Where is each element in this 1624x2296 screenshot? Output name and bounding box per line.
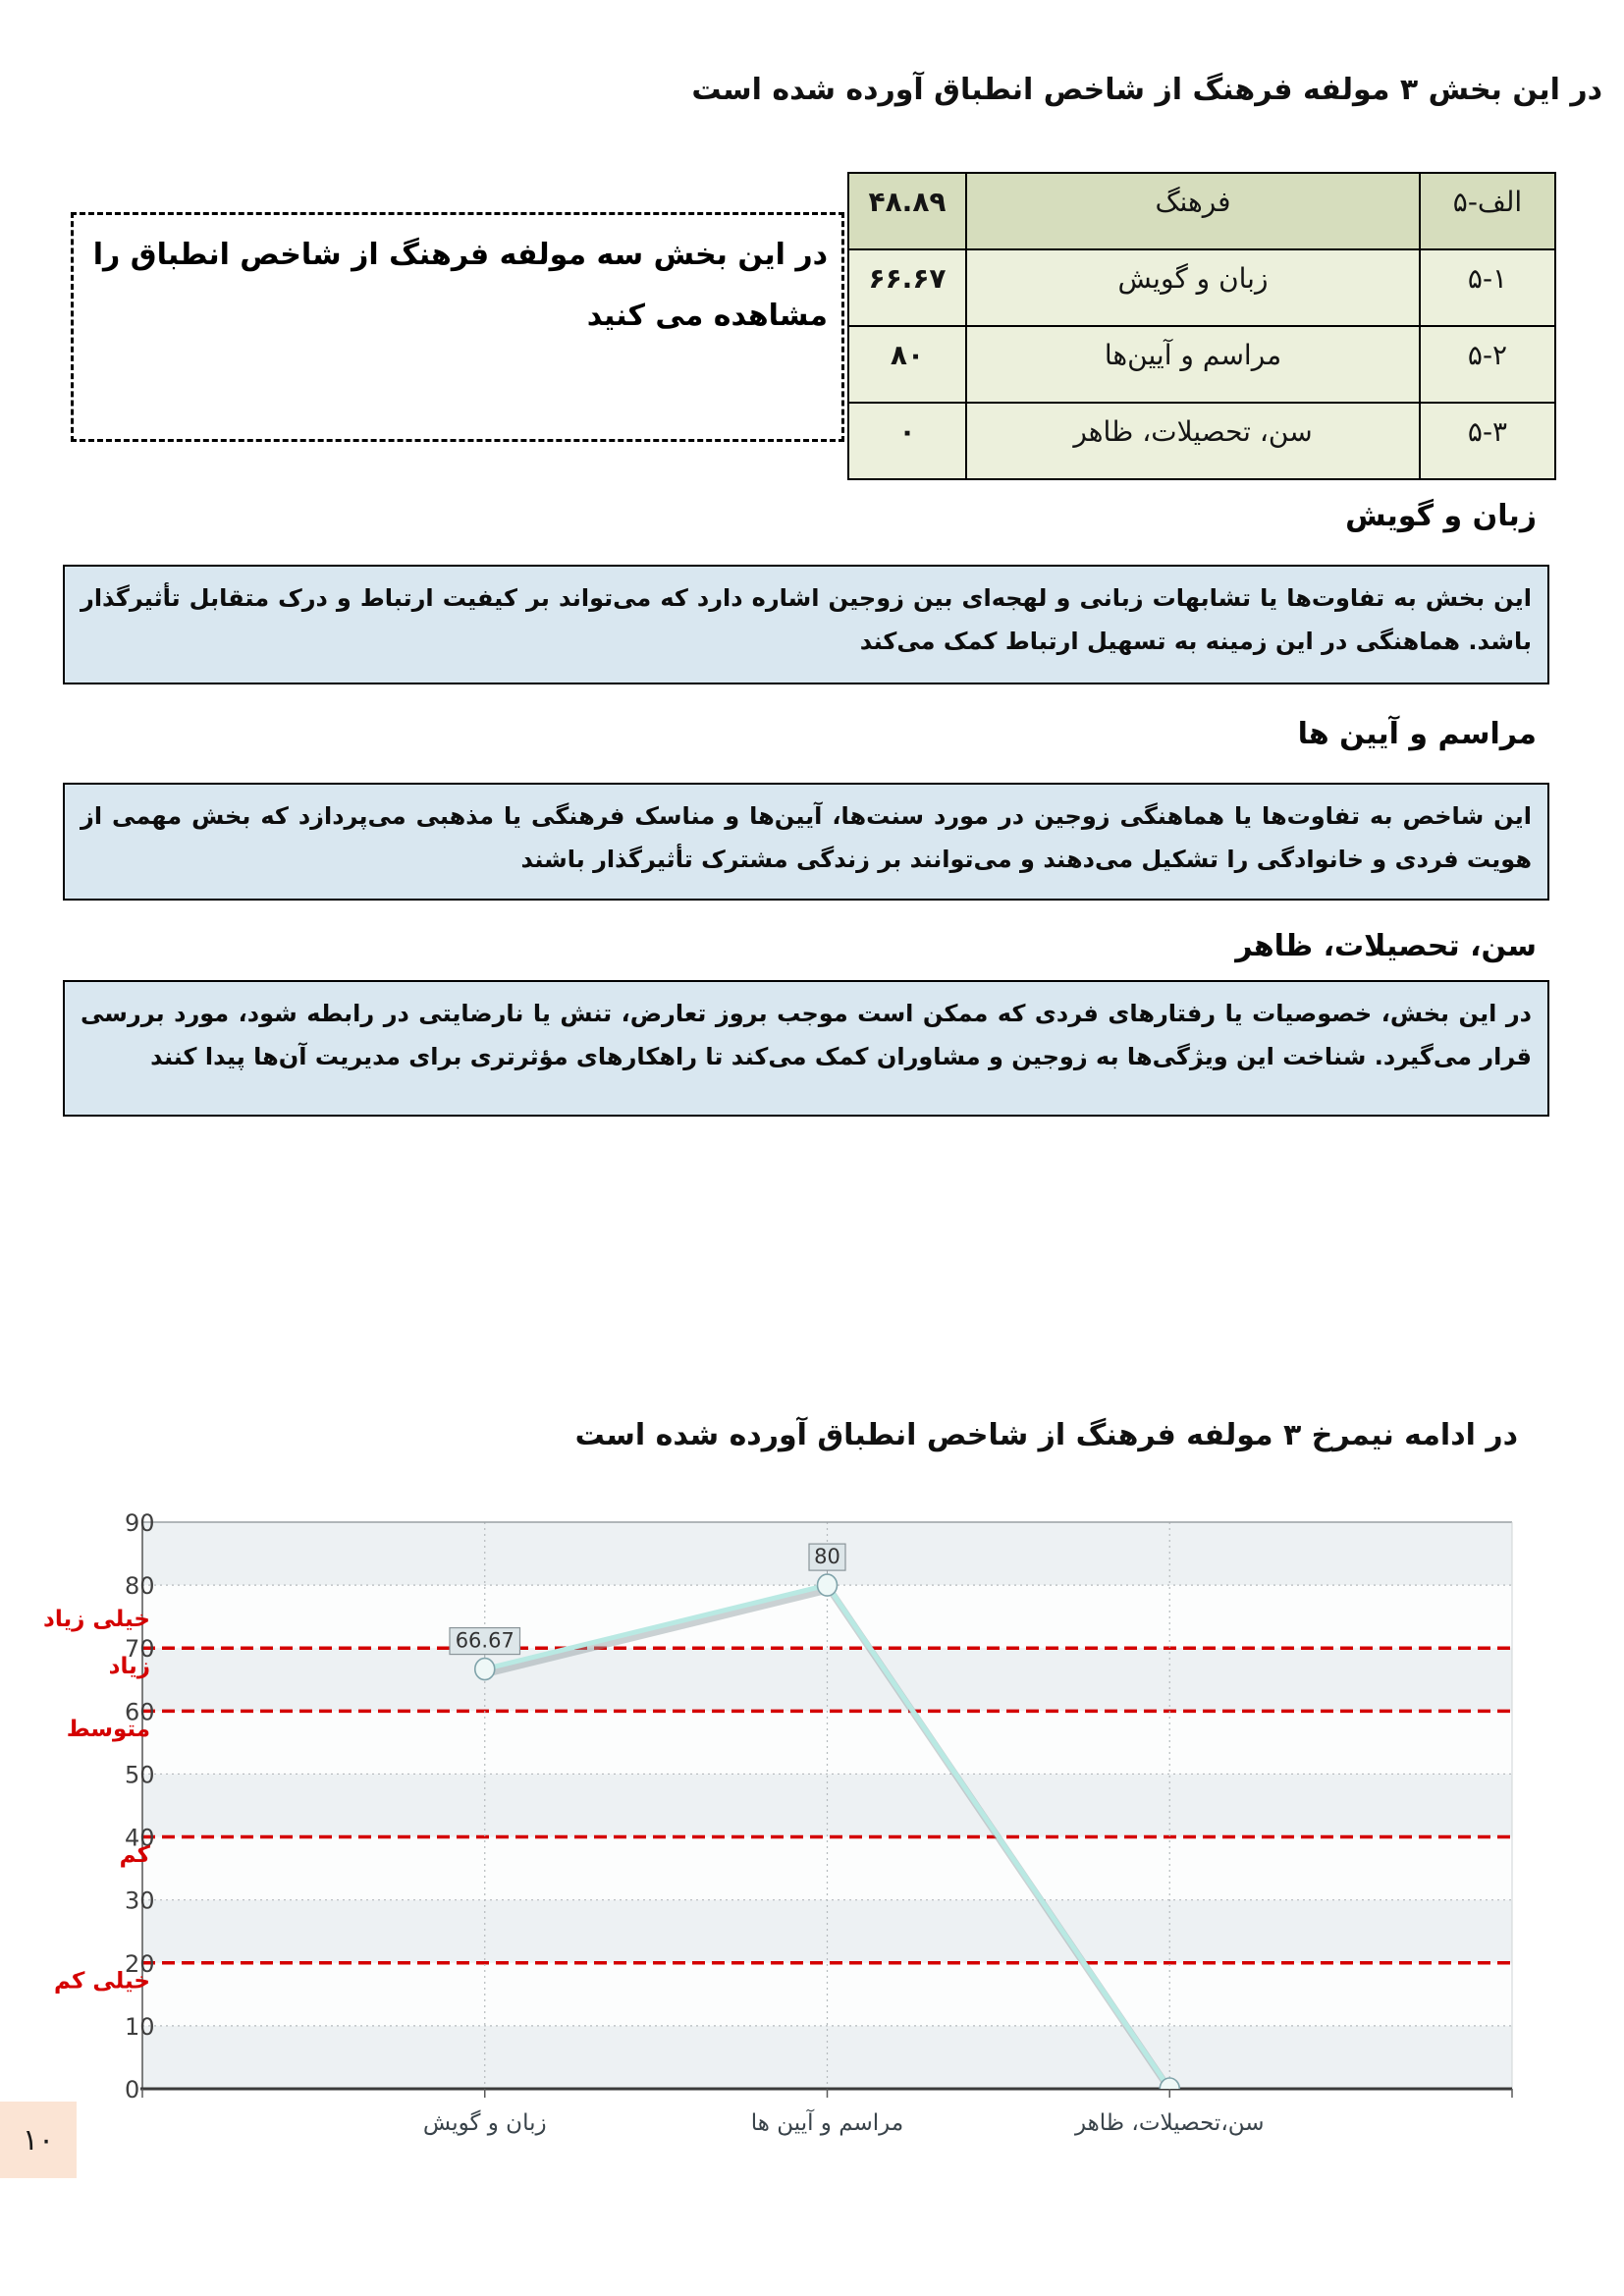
x-category-label: سن،تحصیلات، ظاهر <box>1074 2110 1265 2136</box>
x-category-label: مراسم و آیین ها <box>750 2110 904 2136</box>
y-tick-label: 80 <box>125 1572 155 1601</box>
y-tick-label: 50 <box>125 1761 155 1789</box>
data-point-marker <box>818 1574 838 1596</box>
zone-label: خیلی زیاد <box>43 1606 150 1632</box>
table-cell-value: ۶۶.۶۷ <box>848 249 966 326</box>
table-cell-name: زبان و گویش <box>966 249 1420 326</box>
note-box <box>71 212 844 442</box>
table-cell-value: ۴۸.۸۹ <box>848 173 966 249</box>
data-point-marker <box>475 1659 495 1680</box>
zone-label: کم <box>119 1842 150 1869</box>
section-heading-age-education: سن، تحصیلات، ظاهر <box>1235 929 1537 963</box>
note-box-line: مشاهده می کنید <box>586 299 828 333</box>
y-tick-label: 40 <box>125 1824 155 1852</box>
table-cell-value: ۸۰ <box>848 326 966 403</box>
y-tick-label: 60 <box>125 1698 155 1726</box>
zone-labels <box>43 1607 151 1995</box>
table-cell-id: الف-۵ <box>1420 173 1555 249</box>
table-cell-id: ۵-۱ <box>1420 249 1555 326</box>
x-category-label: زبان و گویش <box>422 2110 547 2136</box>
y-tick-label: 20 <box>125 1949 155 1978</box>
y-tick-label: 30 <box>125 1886 155 1915</box>
section-heading-rituals: مراسم و آیین ها <box>1297 717 1537 751</box>
culture-profile-chart <box>0 1503 1624 2190</box>
note-box-line: در این بخش سه مولفه فرهنگ از شاخص انطباق را <box>92 238 828 272</box>
section-body-language: این بخش به تفاوت‌ها یا تشابهات زبانی و لهجه‌ای بین زوجین اشاره دارد که می‌تواند بر کیفیت ارتباط و درک متقابل تأثیرگذار باشد. هماهنگی در این زمینه به تسهیل ارتباط کمک می‌کند <box>63 565 1549 684</box>
x-axis-labels <box>423 2108 1265 2136</box>
section-body-rituals: این شاخص به تفاوت‌ها یا هماهنگی زوجین در مورد سنت‌ها، آیین‌ها و مناسک فرهنگی یا مذهبی می‌پردازد که بخش مهمی از هویت فردی و خانوادگی را تشکیل می‌دهند و می‌توانند بر زندگی مشترک تأثیرگذار باشند <box>63 783 1549 901</box>
table-cell-name: فرهنگ <box>966 173 1420 249</box>
table-row <box>848 403 1555 479</box>
table-row <box>848 173 1555 249</box>
data-label-text: 80 <box>814 1545 840 1569</box>
section-heading-language: زبان و گویش <box>1345 499 1537 533</box>
data-label-text: 66.67 <box>455 1628 514 1653</box>
y-tick-label: 10 <box>125 2012 155 2041</box>
page-title: در این بخش ۳ مولفه فرهنگ از شاخص انطباق آورده شده است <box>691 73 1602 107</box>
page-number: ۱۰ <box>0 2102 77 2178</box>
table-cell-id: ۵-۳ <box>1420 403 1555 479</box>
section-body-age-education: در این بخش، خصوصیات یا رفتارهای فردی که ممکن است موجب بروز تعارض، تنش یا نارضایتی در رابطه شود، مورد بررسی قرار می‌گیرد. شناخت این ویژگی‌ها به زوجین و مشاوران کمک می‌کند تا راهکارهای مؤثرتری برای مدیریت آن‌ها پیدا کنند <box>63 980 1549 1117</box>
table-cell-name: سن، تحصیلات، ظاهر <box>966 403 1420 479</box>
zone-label: زیاد <box>108 1653 150 1679</box>
culture-score-table <box>847 172 1556 480</box>
chart-title: در ادامه نیمرخ ۳ مولفه فرهنگ از شاخص انطباق آورده شده است <box>574 1418 1518 1452</box>
table-row <box>848 326 1555 403</box>
zone-label: متوسط <box>66 1716 150 1742</box>
chart-canvas <box>0 1503 1624 2190</box>
table-cell-id: ۵-۲ <box>1420 326 1555 403</box>
zone-label: خیلی کم <box>53 1968 150 1995</box>
table-row <box>848 249 1555 326</box>
y-tick-label: 0 <box>125 2076 140 2104</box>
y-tick-label: 90 <box>125 1509 155 1537</box>
table-cell-name: مراسم و آیین‌ها <box>966 326 1420 403</box>
y-tick-label: 70 <box>125 1635 155 1664</box>
table-cell-value: ۰ <box>848 403 966 479</box>
